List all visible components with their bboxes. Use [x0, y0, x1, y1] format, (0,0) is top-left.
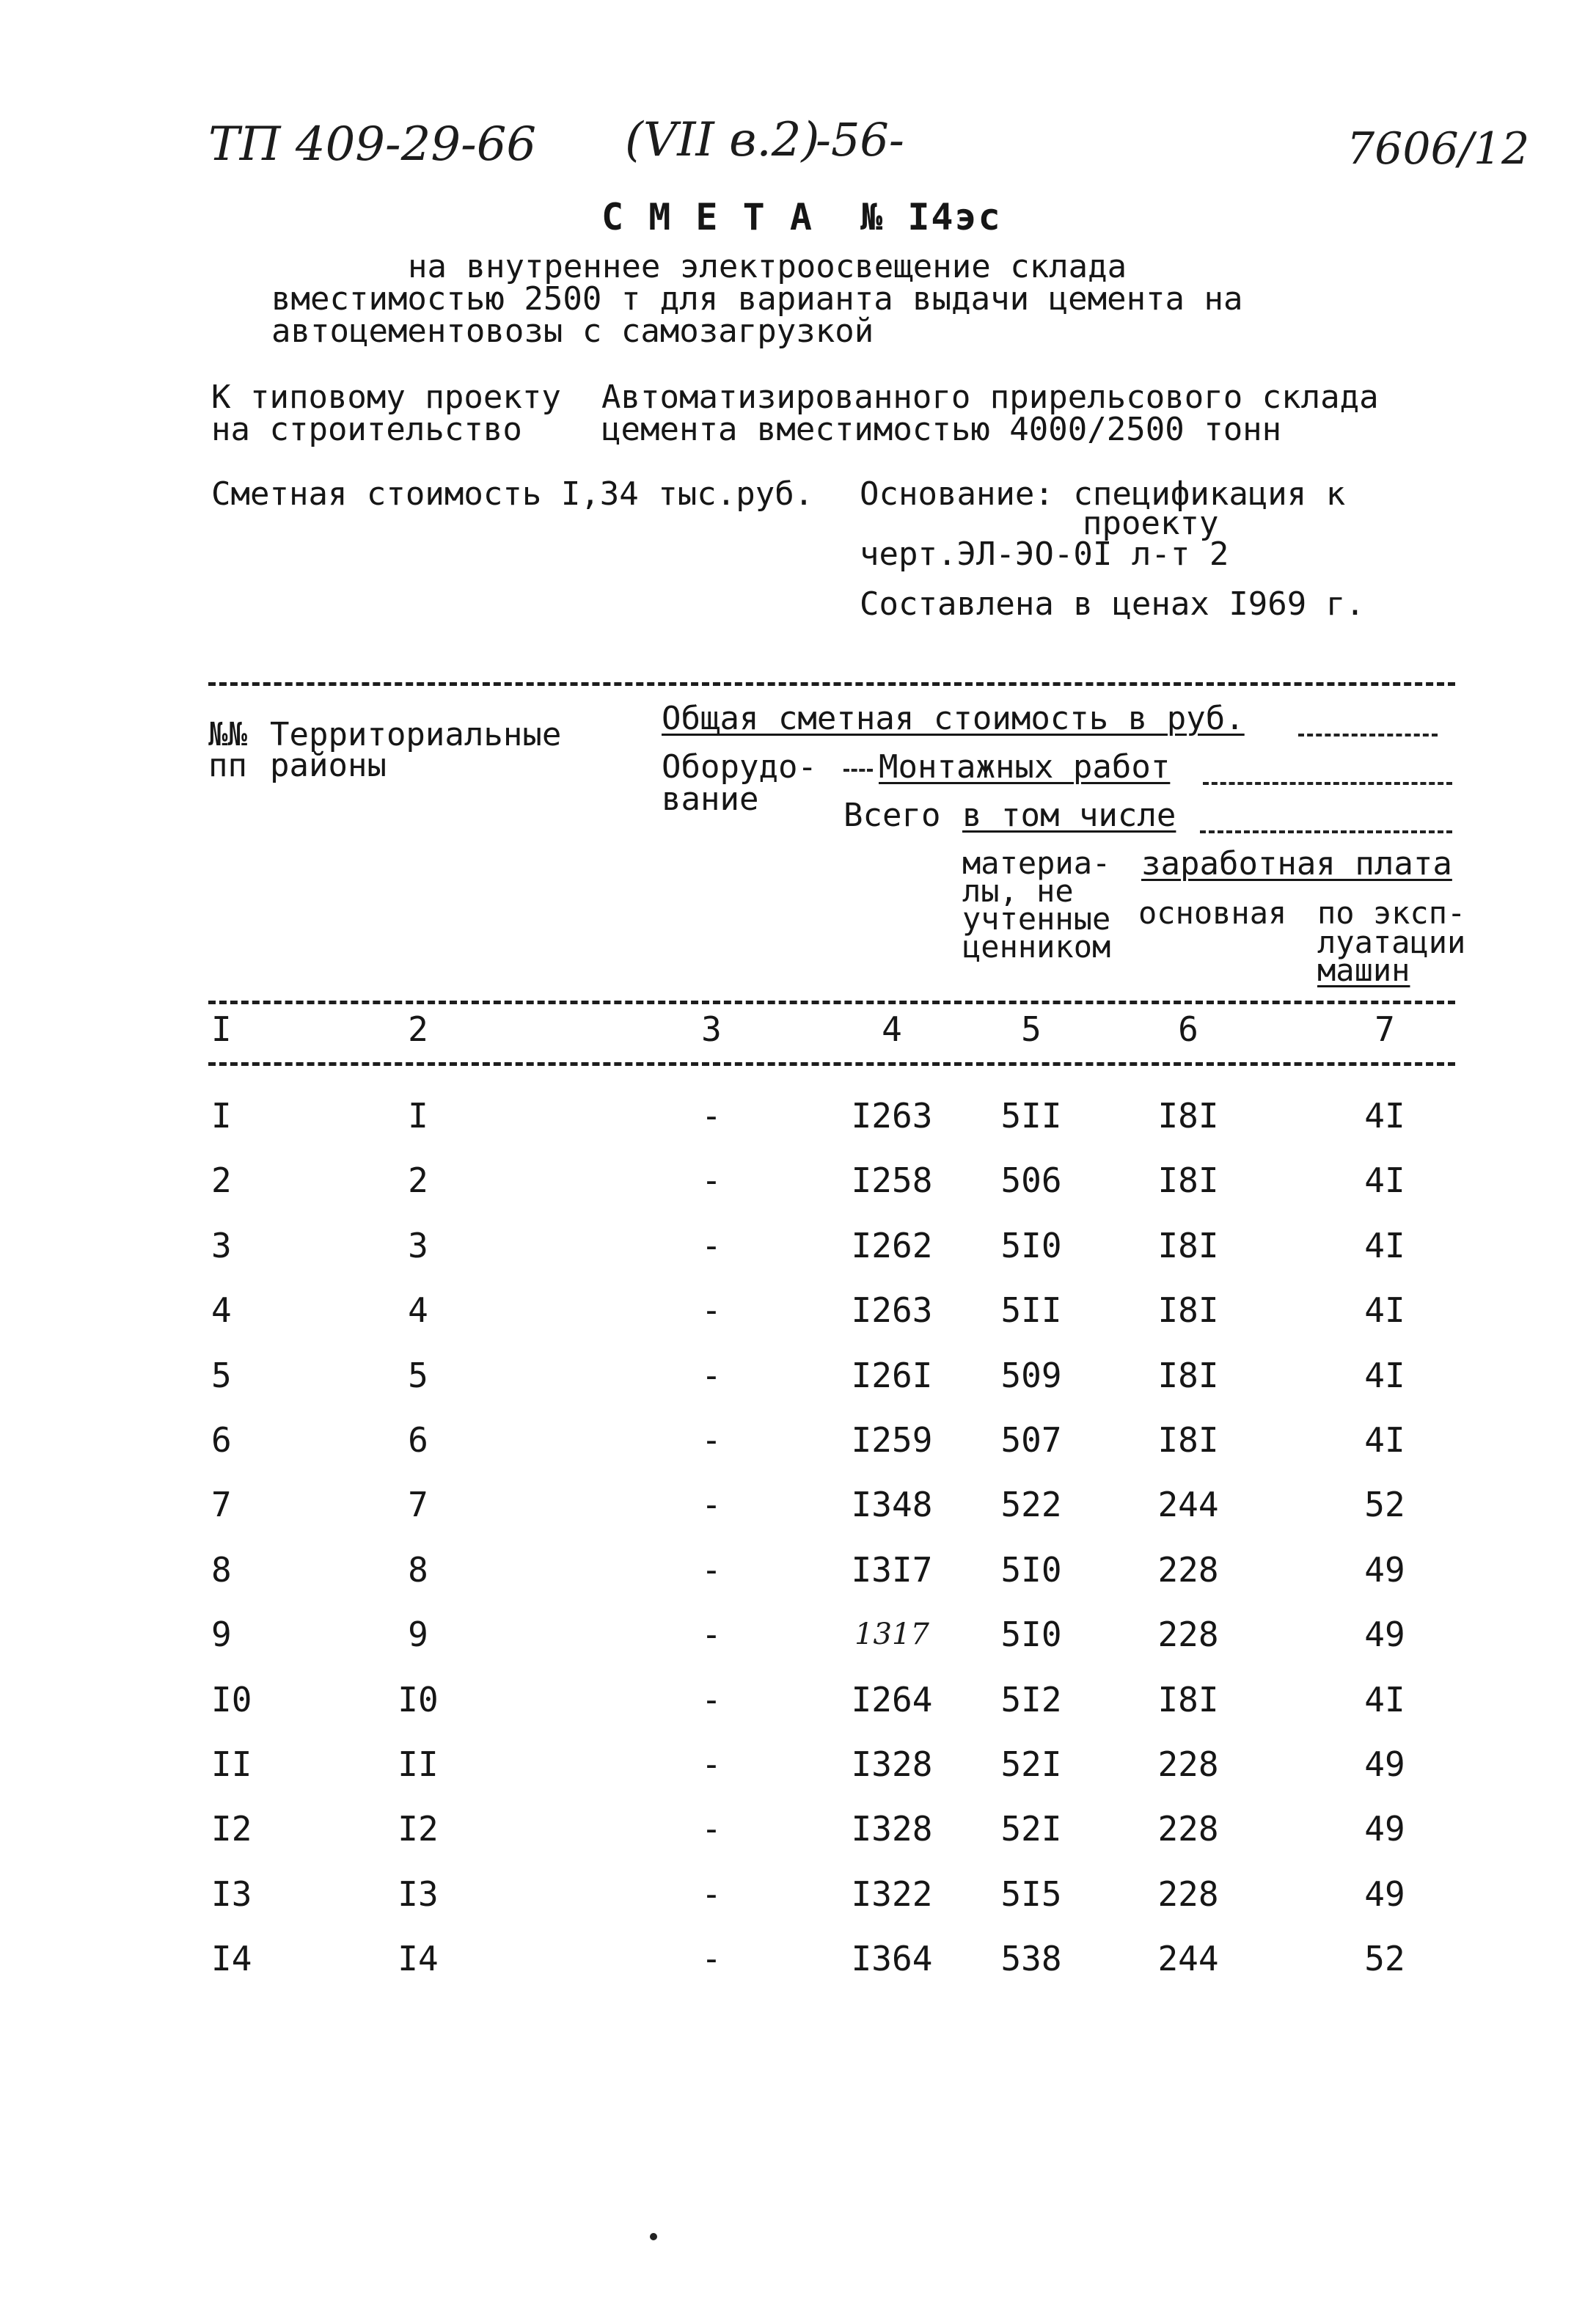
- table-cell-col-1: 8: [211, 1550, 232, 1590]
- table-cell-col-1: 6: [211, 1420, 232, 1460]
- col-number-1: I: [211, 1009, 232, 1049]
- table-cell-col-2: I3: [398, 1874, 439, 1914]
- col-number-6: 6: [1178, 1009, 1198, 1049]
- table-cell-col-7: 4I: [1364, 1420, 1405, 1460]
- table-cell-col-5: 5I5: [1000, 1874, 1062, 1914]
- table-cell-col-4: I264: [851, 1680, 933, 1719]
- table-cell-col-6: I8I: [1157, 1161, 1219, 1200]
- table-cell-col-1: 4: [211, 1290, 232, 1330]
- table-cell-col-5: 509: [1000, 1356, 1062, 1395]
- document-title: С М Е Т А № I4эс: [601, 196, 1002, 238]
- table-cell-col-7: 49: [1364, 1744, 1405, 1784]
- header-region-line-2: районы: [270, 747, 387, 784]
- project-value-line-2: цемента вместимостью 4000/2500 тонн: [601, 411, 1282, 448]
- header-equipment-line-1: Оборудо-: [662, 748, 817, 786]
- page-number-handwritten: -56-: [816, 113, 904, 167]
- table-cell-col-2: I: [408, 1096, 428, 1136]
- table-cell-col-3: -: [701, 1096, 722, 1136]
- header-including-trail: [1200, 830, 1452, 833]
- table-cell-col-6: 244: [1157, 1939, 1219, 1978]
- table-cell-col-3: -: [701, 1680, 722, 1719]
- table-cell-col-5: 506: [1000, 1161, 1062, 1200]
- volume-ref-handwritten: (VII в.2): [625, 113, 820, 167]
- prices-year: Составлена в ценах I969 г.: [860, 585, 1365, 623]
- project-value-line-1: Автоматизированного прирельсового склада: [601, 379, 1379, 416]
- table-cell-col-7: 52: [1364, 1939, 1405, 1978]
- table-cell-col-5: 507: [1000, 1420, 1062, 1460]
- header-all: Всего: [843, 797, 941, 834]
- header-num-line-2: пп: [208, 747, 247, 784]
- table-cell-col-1: I3: [211, 1874, 252, 1914]
- table-cell-col-7: 49: [1364, 1550, 1405, 1590]
- table-cell-col-7: 4I: [1364, 1161, 1405, 1200]
- table-cell-col-5: 5I2: [1000, 1680, 1062, 1719]
- header-bottom-rule: [208, 1001, 1455, 1004]
- table-cell-col-6: 228: [1157, 1809, 1219, 1849]
- table-cell-col-2: 3: [408, 1226, 428, 1265]
- subtitle-line-1: на внутреннее электроосвещение склада: [408, 248, 1127, 285]
- table-cell-col-5: 5II: [1000, 1096, 1062, 1136]
- project-label-line-1: К типовому проекту: [211, 379, 561, 416]
- header-materials-line-4: ценником: [962, 929, 1111, 965]
- header-installation-lead: [843, 769, 873, 772]
- table-cell-col-3: -: [701, 1485, 722, 1524]
- table-cell-col-4: I328: [851, 1809, 933, 1849]
- basis-line-2: проекту: [1083, 505, 1219, 542]
- table-cell-col-1: I2: [211, 1809, 252, 1849]
- table-cell-col-3: -: [701, 1809, 722, 1849]
- table-cell-col-6: I8I: [1157, 1420, 1219, 1460]
- table-cell-col-2: I0: [398, 1680, 439, 1719]
- header-installation: Монтажных работ: [879, 748, 1171, 786]
- subtitle-line-3: автоцементовозы с самозагрузкой: [271, 312, 874, 350]
- table-cell-col-2: 8: [408, 1550, 428, 1590]
- table-cell-col-1: 9: [211, 1615, 232, 1654]
- table-cell-col-7: 49: [1364, 1809, 1405, 1849]
- table-cell-col-5: 5I0: [1000, 1226, 1062, 1265]
- table-cell-col-4: 1317: [854, 1618, 929, 1651]
- table-cell-col-3: -: [701, 1290, 722, 1330]
- table-cell-col-3: -: [701, 1615, 722, 1654]
- col-number-3: 3: [701, 1009, 722, 1049]
- table-cell-col-4: I258: [851, 1161, 933, 1200]
- table-cell-col-6: I8I: [1157, 1680, 1219, 1719]
- table-cell-col-4: I263: [851, 1096, 933, 1136]
- basis-line-3: черт.ЭЛ-ЭО-0I л-т 2: [860, 536, 1229, 573]
- table-cell-col-2: 2: [408, 1161, 428, 1200]
- table-cell-col-4: I262: [851, 1226, 933, 1265]
- table-cell-col-4: I26I: [851, 1356, 933, 1395]
- table-top-rule: [208, 682, 1455, 686]
- table-cell-col-2: 4: [408, 1290, 428, 1330]
- header-region-line-1: Территориальные: [270, 716, 562, 753]
- table-cell-col-2: I2: [398, 1809, 439, 1849]
- table-cell-col-3: -: [701, 1874, 722, 1914]
- table-cell-col-7: 4I: [1364, 1680, 1405, 1719]
- table-cell-col-4: I322: [851, 1874, 933, 1914]
- col-number-4: 4: [882, 1009, 902, 1049]
- header-num-line-1: №№: [208, 716, 247, 753]
- table-cell-col-7: 4I: [1364, 1290, 1405, 1330]
- col-number-7: 7: [1374, 1009, 1395, 1049]
- project-label-line-2: на строительство: [211, 411, 522, 448]
- table-cell-col-5: 52I: [1000, 1744, 1062, 1784]
- table-cell-col-6: 228: [1157, 1744, 1219, 1784]
- header-basic: основная: [1138, 895, 1287, 931]
- table-cell-col-2: 6: [408, 1420, 428, 1460]
- header-total-cost: Общая сметная стоимость в руб.: [662, 700, 1245, 737]
- table-cell-col-6: I8I: [1157, 1356, 1219, 1395]
- subtitle-line-2: вместимостью 2500 т для варианта выдачи цемента на: [271, 280, 1243, 318]
- header-materials-line-3: учтенные: [962, 901, 1111, 937]
- table-cell-col-6: 228: [1157, 1615, 1219, 1654]
- table-cell-col-7: 52: [1364, 1485, 1405, 1524]
- header-equipment-line-2: вание: [662, 781, 759, 818]
- table-cell-col-3: -: [701, 1939, 722, 1978]
- header-machines-line-3: машин: [1317, 952, 1410, 988]
- table-cell-col-1: I0: [211, 1680, 252, 1719]
- table-cell-col-7: 4I: [1364, 1356, 1405, 1395]
- doc-code-handwritten: ТП 409-29-66: [208, 117, 537, 172]
- table-cell-col-3: -: [701, 1161, 722, 1200]
- header-wages: заработная плата: [1141, 845, 1452, 882]
- table-cell-col-7: 4I: [1364, 1096, 1405, 1136]
- basis-line-1: Основание: спецификация к: [860, 475, 1346, 513]
- table-cell-col-5: 5I0: [1000, 1550, 1062, 1590]
- table-cell-col-1: II: [211, 1744, 252, 1784]
- table-cell-col-2: II: [398, 1744, 439, 1784]
- table-cell-col-3: -: [701, 1550, 722, 1590]
- header-installation-trail: [1203, 782, 1452, 785]
- table-cell-col-3: -: [701, 1356, 722, 1395]
- header-materials-line-1: материа-: [962, 845, 1111, 881]
- table-cell-col-5: 52I: [1000, 1809, 1062, 1849]
- table-cell-col-7: 49: [1364, 1874, 1405, 1914]
- table-cell-col-4: I348: [851, 1485, 933, 1524]
- table-cell-col-6: I8I: [1157, 1096, 1219, 1136]
- header-machines-line-1: по эксп-: [1317, 895, 1466, 931]
- table-cell-col-6: 228: [1157, 1874, 1219, 1914]
- table-cell-col-6: I8I: [1157, 1290, 1219, 1330]
- table-cell-col-7: 49: [1364, 1615, 1405, 1654]
- table-cell-col-1: I: [211, 1096, 232, 1136]
- table-cell-col-4: I328: [851, 1744, 933, 1784]
- table-cell-col-4: I3I7: [851, 1550, 933, 1590]
- stray-mark: [650, 2233, 657, 2240]
- table-cell-col-6: 244: [1157, 1485, 1219, 1524]
- table-cell-col-4: I259: [851, 1420, 933, 1460]
- table-cell-col-5: 522: [1000, 1485, 1062, 1524]
- table-cell-col-1: I4: [211, 1939, 252, 1978]
- table-cell-col-6: I8I: [1157, 1226, 1219, 1265]
- table-cell-col-5: 5II: [1000, 1290, 1062, 1330]
- table-cell-col-2: 9: [408, 1615, 428, 1654]
- table-cell-col-2: 5: [408, 1356, 428, 1395]
- table-cell-col-7: 4I: [1364, 1226, 1405, 1265]
- header-including: в том числе: [962, 797, 1176, 834]
- column-numbers-bottom-rule: [208, 1062, 1455, 1066]
- archive-number-handwritten: 7606/12: [1347, 123, 1530, 175]
- table-cell-col-1: 2: [211, 1161, 232, 1200]
- table-cell-col-2: 7: [408, 1485, 428, 1524]
- estimated-cost: Сметная стоимость I,34 тыс.руб.: [211, 475, 814, 513]
- table-cell-col-4: I364: [851, 1939, 933, 1978]
- table-cell-col-1: 3: [211, 1226, 232, 1265]
- table-cell-col-5: 5I0: [1000, 1615, 1062, 1654]
- table-cell-col-4: I263: [851, 1290, 933, 1330]
- table-cell-col-2: I4: [398, 1939, 439, 1978]
- table-cell-col-3: -: [701, 1420, 722, 1460]
- header-total-cost-trail: [1298, 734, 1438, 737]
- col-number-5: 5: [1021, 1009, 1042, 1049]
- header-materials-line-2: лы, не: [962, 873, 1074, 909]
- table-cell-col-6: 228: [1157, 1550, 1219, 1590]
- table-cell-col-3: -: [701, 1226, 722, 1265]
- table-cell-col-5: 538: [1000, 1939, 1062, 1978]
- table-cell-col-1: 7: [211, 1485, 232, 1524]
- col-number-2: 2: [408, 1009, 428, 1049]
- table-cell-col-3: -: [701, 1744, 722, 1784]
- header-machines-line-2: луатации: [1317, 924, 1466, 960]
- table-cell-col-1: 5: [211, 1356, 232, 1395]
